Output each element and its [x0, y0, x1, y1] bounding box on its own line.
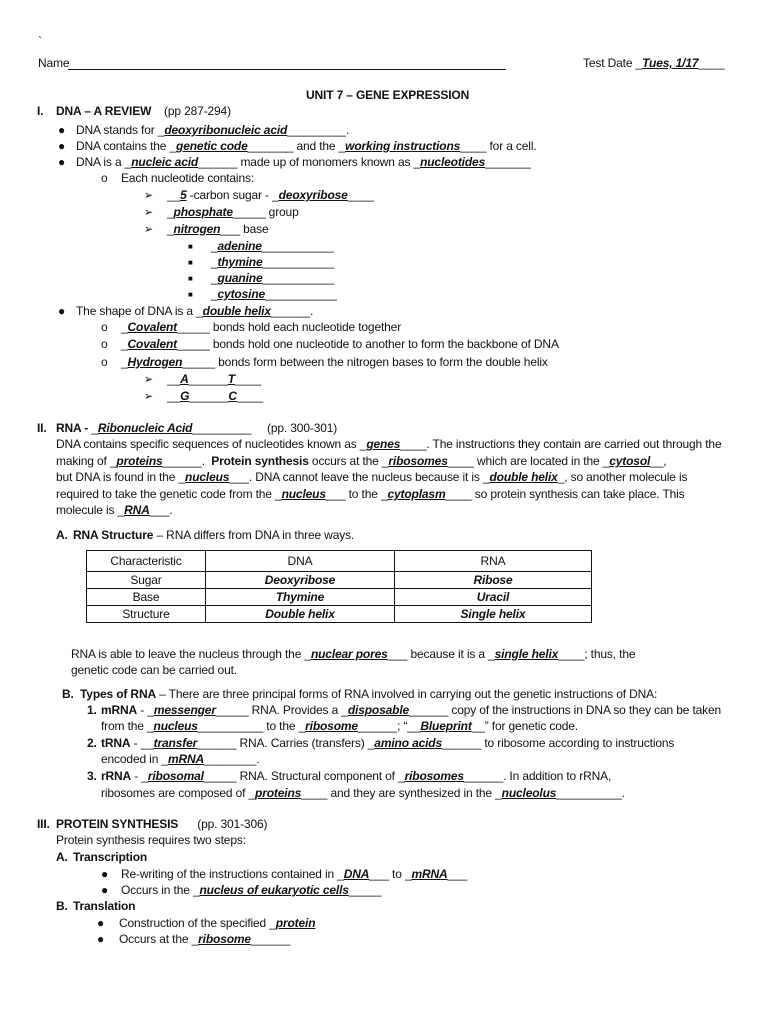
base-item: _adenine___________ — [211, 239, 334, 253]
list-number: 2. — [87, 736, 97, 750]
arrow-bullet-icon: ➢ — [144, 372, 153, 386]
s1-line-2: DNA contains the _genetic code_______ and the _working instructions____ for a cell. — [76, 139, 537, 153]
s1-line-4: Each nucleotide contains: — [121, 171, 255, 185]
table-header-cell: DNA — [206, 551, 395, 572]
base-pair: __G______C____ — [167, 389, 264, 403]
s1-line-11: _Hydrogen_____ bonds form between the nitrogen bases to form the double helix — [121, 355, 548, 369]
subsection-a-heading: RNA Structure – RNA differs from DNA in three ways. — [73, 528, 355, 542]
table-cell: Single helix — [395, 606, 592, 623]
section-1-number: I. — [37, 104, 44, 118]
transcription-line-2: Occurs in the _nucleus of eukaryotic cells_____ — [121, 883, 382, 897]
s1-line-5: __5 -carbon sugar - _deoxyribose____ — [167, 188, 374, 202]
s2-rna-line-2: genetic code can be carried out. — [71, 663, 237, 677]
base-item: _guanine___________ — [211, 271, 335, 285]
bullet-icon: ● — [101, 867, 109, 881]
test-date-value: Tues, 1/17 — [642, 56, 699, 70]
arrow-bullet-icon: ➢ — [144, 389, 153, 403]
bullet-icon: ● — [101, 883, 109, 897]
rrna-line-2: ribosomes are composed of _proteins____ and they are synthesized in the _nucleolus__________. — [101, 786, 625, 800]
table-cell: Sugar — [87, 572, 206, 589]
rna-comparison-table — [86, 550, 592, 623]
page-title: UNIT 7 – GENE EXPRESSION — [306, 88, 470, 102]
table-cell: Structure — [87, 606, 206, 623]
mrna-line-1: mRNA - _messenger_____ RNA. Provides a _disposable______ copy of the instructions in DNA so they can be taken — [101, 703, 722, 717]
arrow-bullet-icon: ➢ — [144, 222, 153, 236]
table-cell: Double helix — [206, 606, 395, 623]
trna-line-2: encoded in _mRNA________. — [101, 752, 260, 766]
circle-bullet-icon: o — [101, 171, 108, 185]
base-item: _cytosine___________ — [211, 287, 337, 301]
circle-bullet-icon: o — [101, 320, 108, 334]
s1-line-7: _nitrogen___ base — [167, 222, 269, 236]
subsection-label: A. — [56, 850, 68, 864]
list-number: 1. — [87, 703, 97, 717]
circle-bullet-icon: o — [101, 337, 108, 351]
square-bullet-icon: ■ — [188, 258, 193, 267]
arrow-bullet-icon: ➢ — [144, 205, 153, 219]
translation-line-2: Occurs at the _ribosome______ — [119, 932, 291, 946]
table-row — [87, 606, 592, 623]
s2-para-line-2: making of _proteins______. Protein synthesis occurs at the _ribosomes____ which are located in the _cytosol__, — [56, 454, 667, 468]
name-label: Name — [38, 56, 70, 70]
table-cell: Base — [87, 589, 206, 606]
s1-line-9: _Covalent_____ bonds hold each nucleotide together — [121, 320, 402, 334]
section-3-number: III. — [37, 817, 50, 831]
s1-line-6: _phosphate_____ group — [167, 205, 299, 219]
subsection-b-label: B. — [62, 687, 74, 701]
table-row — [87, 589, 592, 606]
table-row — [87, 572, 592, 589]
subsection-a-label: A. — [56, 528, 68, 542]
circle-bullet-icon: o — [101, 355, 108, 369]
name-field[interactable] — [68, 69, 506, 70]
section-3-intro: Protein synthesis requires two steps: — [56, 833, 246, 847]
bullet-icon: ● — [58, 155, 66, 169]
bullet-icon: ● — [58, 139, 66, 153]
table-header-row — [87, 551, 592, 572]
transcription-line-1: Re-writing of the instructions contained in _DNA___ to _mRNA___ — [121, 867, 468, 881]
bullet-icon: ● — [97, 916, 105, 930]
s2-para-line-5: molecule is _RNA___. — [56, 503, 173, 517]
table-cell: Deoxyribose — [206, 572, 395, 589]
rrna-line-1: rRNA - _ribosomal_____ RNA. Structural component of _ribosomes______. In addition to rRNA, — [101, 769, 612, 783]
subsection-label: B. — [56, 899, 68, 913]
tick-mark: ` — [38, 34, 42, 48]
bullet-icon: ● — [97, 932, 105, 946]
subsection-b-heading: Types of RNA – There are three principal forms of RNA involved in carrying out the genetic instructions of DNA: — [80, 687, 658, 701]
section-1-heading: DNA – A REVIEW (pp 287-294) — [56, 104, 231, 118]
table-cell: Ribose — [395, 572, 592, 589]
s2-para-line-1: DNA contains specific sequences of nucleotides known as _genes____. The instructions they contain are carried out through the — [56, 437, 722, 451]
bullet-icon: ● — [58, 123, 66, 137]
transcription-heading: Transcription — [73, 850, 148, 864]
s1-line-1: DNA stands for _deoxyribonucleic acid_________. — [76, 123, 350, 137]
table-cell: Uracil — [395, 589, 592, 606]
s2-para-line-4: required to take the genetic code from the _nucleus___ to the _cytoplasm____ so protein synthesis can take place. This — [56, 487, 685, 501]
translation-heading: Translation — [73, 899, 136, 913]
s2-rna-line-1: RNA is able to leave the nucleus through the _nuclear pores___ because it is a _single helix____; thus, the — [71, 647, 636, 661]
arrow-bullet-icon: ➢ — [144, 188, 153, 202]
translation-line-1: Construction of the specified _protein — [119, 916, 316, 930]
s1-line-10: _Covalent_____ bonds hold one nucleotide to another to form the backbone of DNA — [121, 337, 559, 351]
list-number: 3. — [87, 769, 97, 783]
table-header-cell: Characteristic — [87, 551, 206, 572]
s1-line-8: The shape of DNA is a _double helix______. — [76, 304, 314, 318]
s2-para-line-3: but DNA is found in the _nucleus___. DNA cannot leave the nucleus because it is _double helix_, so another molecule is — [56, 470, 688, 484]
square-bullet-icon: ■ — [188, 274, 193, 283]
table-cell: Thymine — [206, 589, 395, 606]
mrna-line-2: from the _nucleus__________ to the _ribosome______; “__Blueprint__” for genetic code. — [101, 719, 578, 733]
base-pair: __A______T____ — [167, 372, 262, 386]
table-header-cell: RNA — [395, 551, 592, 572]
test-date-row: Test Date _Tues, 1/17____ — [583, 56, 725, 70]
square-bullet-icon: ■ — [188, 290, 193, 299]
bullet-icon: ● — [58, 304, 66, 318]
section-2-heading: RNA - _Ribonucleic Acid_________ (pp. 300-301) — [56, 421, 338, 435]
section-2-number: II. — [37, 421, 47, 435]
base-item: _thymine___________ — [211, 255, 335, 269]
square-bullet-icon: ■ — [188, 242, 193, 251]
trna-line-1: tRNA - __transfer______ RNA. Carries (transfers) _amino acids______ to ribosome according to instructions — [101, 736, 675, 750]
s1-line-3: DNA is a _nucleic acid______ made up of monomers known as _nucleotides_______ — [76, 155, 531, 169]
section-3-heading: PROTEIN SYNTHESIS (pp. 301-306) — [56, 817, 268, 831]
